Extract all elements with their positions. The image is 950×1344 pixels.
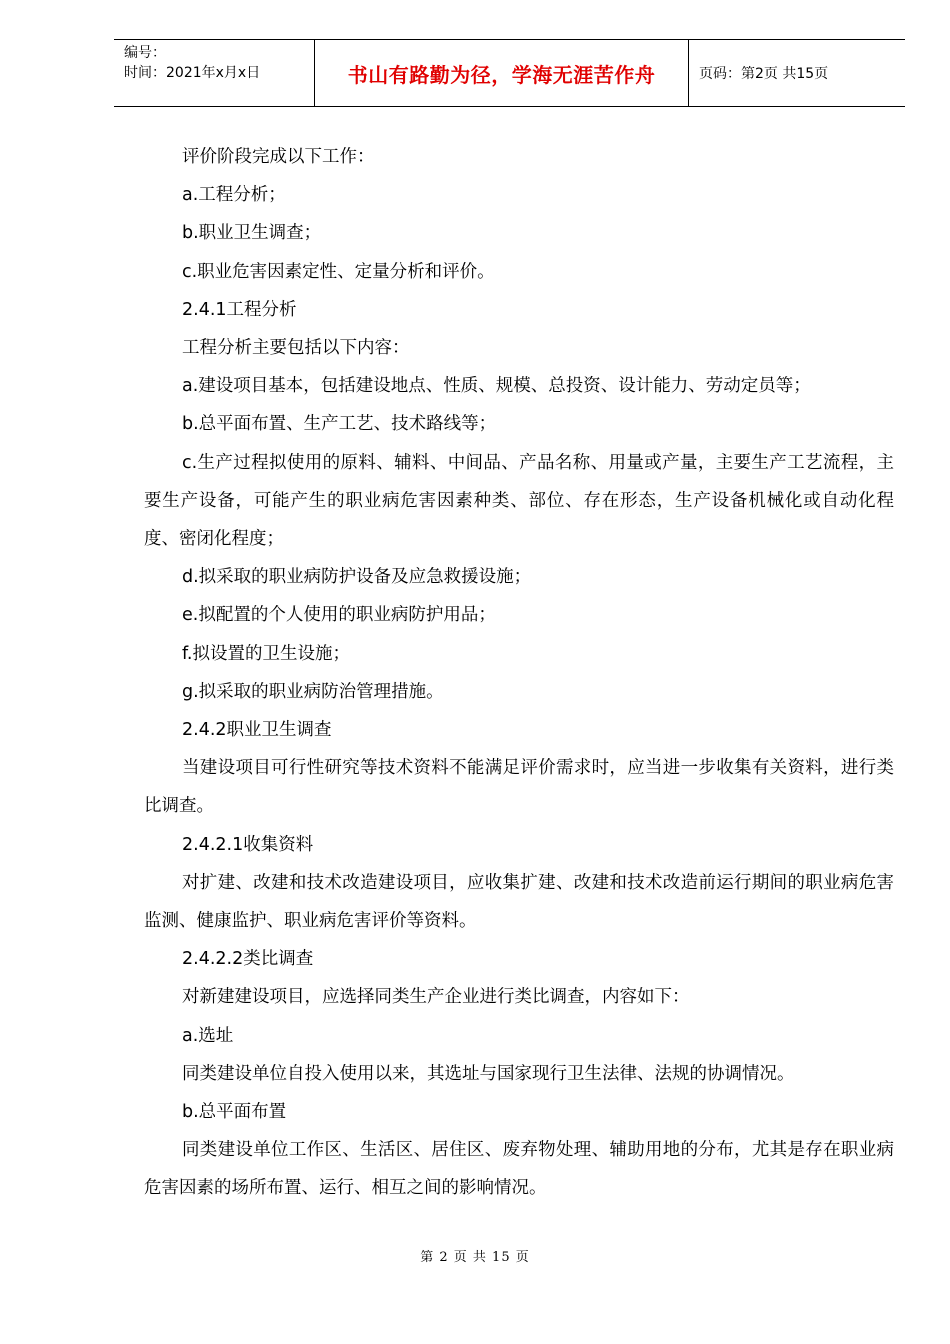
list-item: a.建设项目基本，包括建设地点、性质、规模、总投资、设计能力、劳动定员等；	[182, 376, 811, 397]
paragraph: 评价阶段完成以下工作：	[182, 147, 375, 167]
list-item: c.生产过程拟使用的原料、辅料、中间品、产品名称、用量或产量，主要生产工艺流程，主要生产设备，可能产生的职业病危害因素种类、部位、存在形态，生产设备机械化或自动化程度、密闭化程度；	[144, 452, 894, 550]
header-motto: 书山有路勤为径，学海无涯苦作舟	[315, 40, 689, 106]
document-body	[144, 138, 894, 1208]
list-item: f.拟设置的卫生设施；	[182, 643, 350, 664]
list-item: b.职业卫生调查；	[182, 223, 322, 244]
header-page-info: 页码：第2页 共15页	[699, 66, 829, 82]
section-heading: 2.4.2.2类比调查	[182, 949, 314, 970]
header-meta-cell	[114, 40, 315, 106]
list-item: d.拟采取的职业病防护设备及应急救援设施；	[182, 567, 532, 588]
paragraph: 当建设项目可行性研究等技术资料不能满足评价需求时，应当进一步收集有关资料，进行类比调查。	[144, 758, 894, 817]
list-item: e.拟配置的个人使用的职业病防护用品；	[182, 605, 496, 626]
paragraph: 同类建设单位工作区、生活区、居住区、废弃物处理、辅助用地的分布，尤其是存在职业病危害因素的场所布置、运行、相互之间的影响情况。	[144, 1140, 894, 1199]
paragraph: 对扩建、改建和技术改造建设项目，应收集扩建、改建和技术改造前运行期间的职业病危害监测、健康监护、职业病危害评价等资料。	[144, 872, 894, 932]
page-header	[114, 39, 905, 107]
section-heading: 2.4.2职业卫生调查	[182, 720, 332, 741]
section-heading: 2.4.2.1收集资料	[182, 834, 314, 855]
document-time-label: 时间：2021年x月x日	[124, 65, 261, 81]
paragraph: 同类建设单位自投入使用以来，其选址与国家现行卫生法律、法规的协调情况。	[182, 1063, 795, 1084]
document-number-label: 编号：	[124, 45, 166, 61]
list-item: b.总平面布置	[182, 1102, 287, 1123]
list-item: c.职业危害因素定性、定量分析和评价。	[182, 261, 495, 282]
list-item: b.总平面布置、生产工艺、技术路线等；	[182, 414, 497, 435]
paragraph: 对新建建设项目，应选择同类生产企业进行类比调查，内容如下：	[182, 987, 690, 1008]
paragraph: 工程分析主要包括以下内容：	[182, 338, 410, 359]
list-item: g.拟采取的职业病防治管理措施。	[182, 681, 444, 702]
section-heading: 2.4.1工程分析	[182, 299, 297, 320]
list-item: a.工程分析；	[182, 185, 286, 206]
page-footer: 第 2 页 共 15 页	[420, 1250, 530, 1265]
list-item: a.选址	[182, 1025, 234, 1046]
